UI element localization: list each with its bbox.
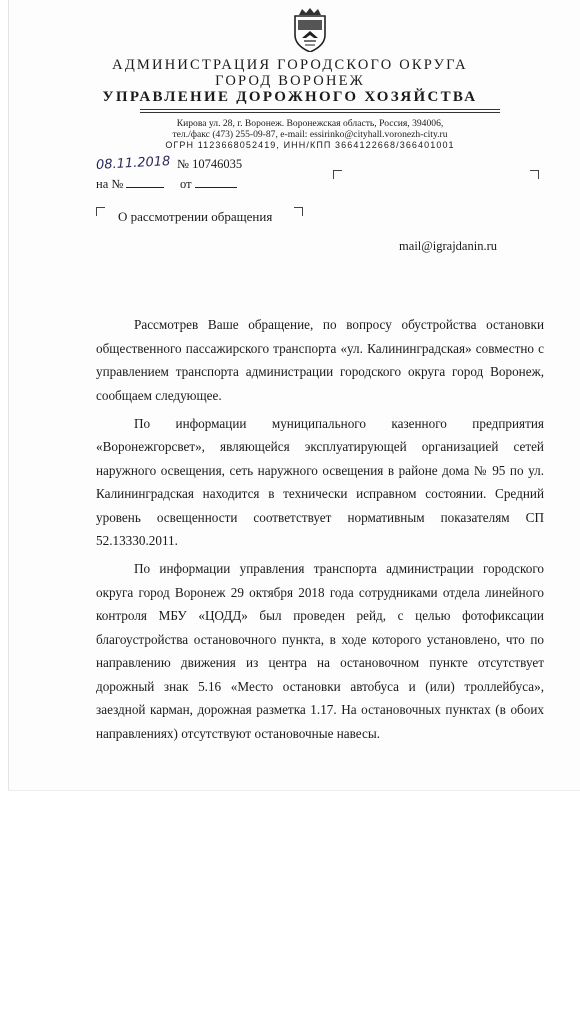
header-rule-bottom [140,112,500,113]
ref-number-label: на № [96,177,124,191]
department-name: УПРАВЛЕНИЕ ДОРОЖНОГО ХОЗЯЙСТВА [102,89,478,105]
number-value: 10746035 [192,157,243,171]
address-field-corner-left [333,170,342,179]
org-name-line2: ГОРОД ВОРОНЕЖ [215,73,365,89]
header-rule-top [140,109,500,110]
outgoing-number [177,157,242,172]
address-field-corner-right [530,170,539,179]
ref-date-label: от [180,177,192,191]
ref-date-blank [195,177,237,188]
body-paragraph-1: Рассмотрев Ваше обращение, по вопросу обустройства остановки общественного пассажирского транспорта «ул. Калининградская» совместно с управлением транспорта администрации городского округа город Воронеж, сообщаем следующее. [96,317,544,403]
recipient-email: mail@igrajdanin.ru [399,239,497,253]
org-address: Кирова ул. 28, г. Воронеж. Воронежская область, Россия, 394006, [176,118,444,129]
number-label: № [177,157,189,171]
reference-line [96,177,237,192]
body-paragraph-3: По информации управления транспорта администрации городского округа город Воронеж 29 октября 2018 года сотрудниками отдела линейного контроля МБУ «ЦОДД» был проведен рейд, с целью фотофиксации благоустройства остановочного пункта, в ходе которого установлено, что по направлению движения из центра на остановочном пункте отсутствует дорожный знак 5.16 «Место остановки автобуса и (или) троллейбуса», заездной карман, дорожная разметка 1.17. На остановочных пунктах (в обоих направлениях) отсутствуют остановочные навесы. [96,561,544,741]
org-registration: ОГРН 1123668052419, ИНН/КПП 3664122668/366401001 [165,140,455,150]
org-contacts: тел./факс (473) 255-09-87, e-mail: essirinko@cityhall.voronezh-city.ru [172,129,448,140]
subject-corner-right [294,207,303,216]
org-name-line1: АДМИНИСТРАЦИЯ ГОРОДСКОГО ОКРУГА [112,57,468,73]
body-paragraph-2: По информации муниципального казенного предприятия «Воронежгорсвет», являющейся эксплуатирующей организацией сетей наружного освещения, сеть наружного освещения в районе дома № 95 по ул. Калининградская находится в технически исправном состоянии. Средний уровень освещенности соответствует нормативным показателям СП 52.13330.2011. [96,415,544,548]
letter-subject: О рассмотрении обращения [118,209,273,224]
letter-body [96,313,544,750]
city-coat-of-arms-icon [292,8,328,52]
ref-number-blank [126,177,164,188]
handwritten-date: 08.11.2018 [95,154,171,173]
subject-corner-left [96,207,105,216]
